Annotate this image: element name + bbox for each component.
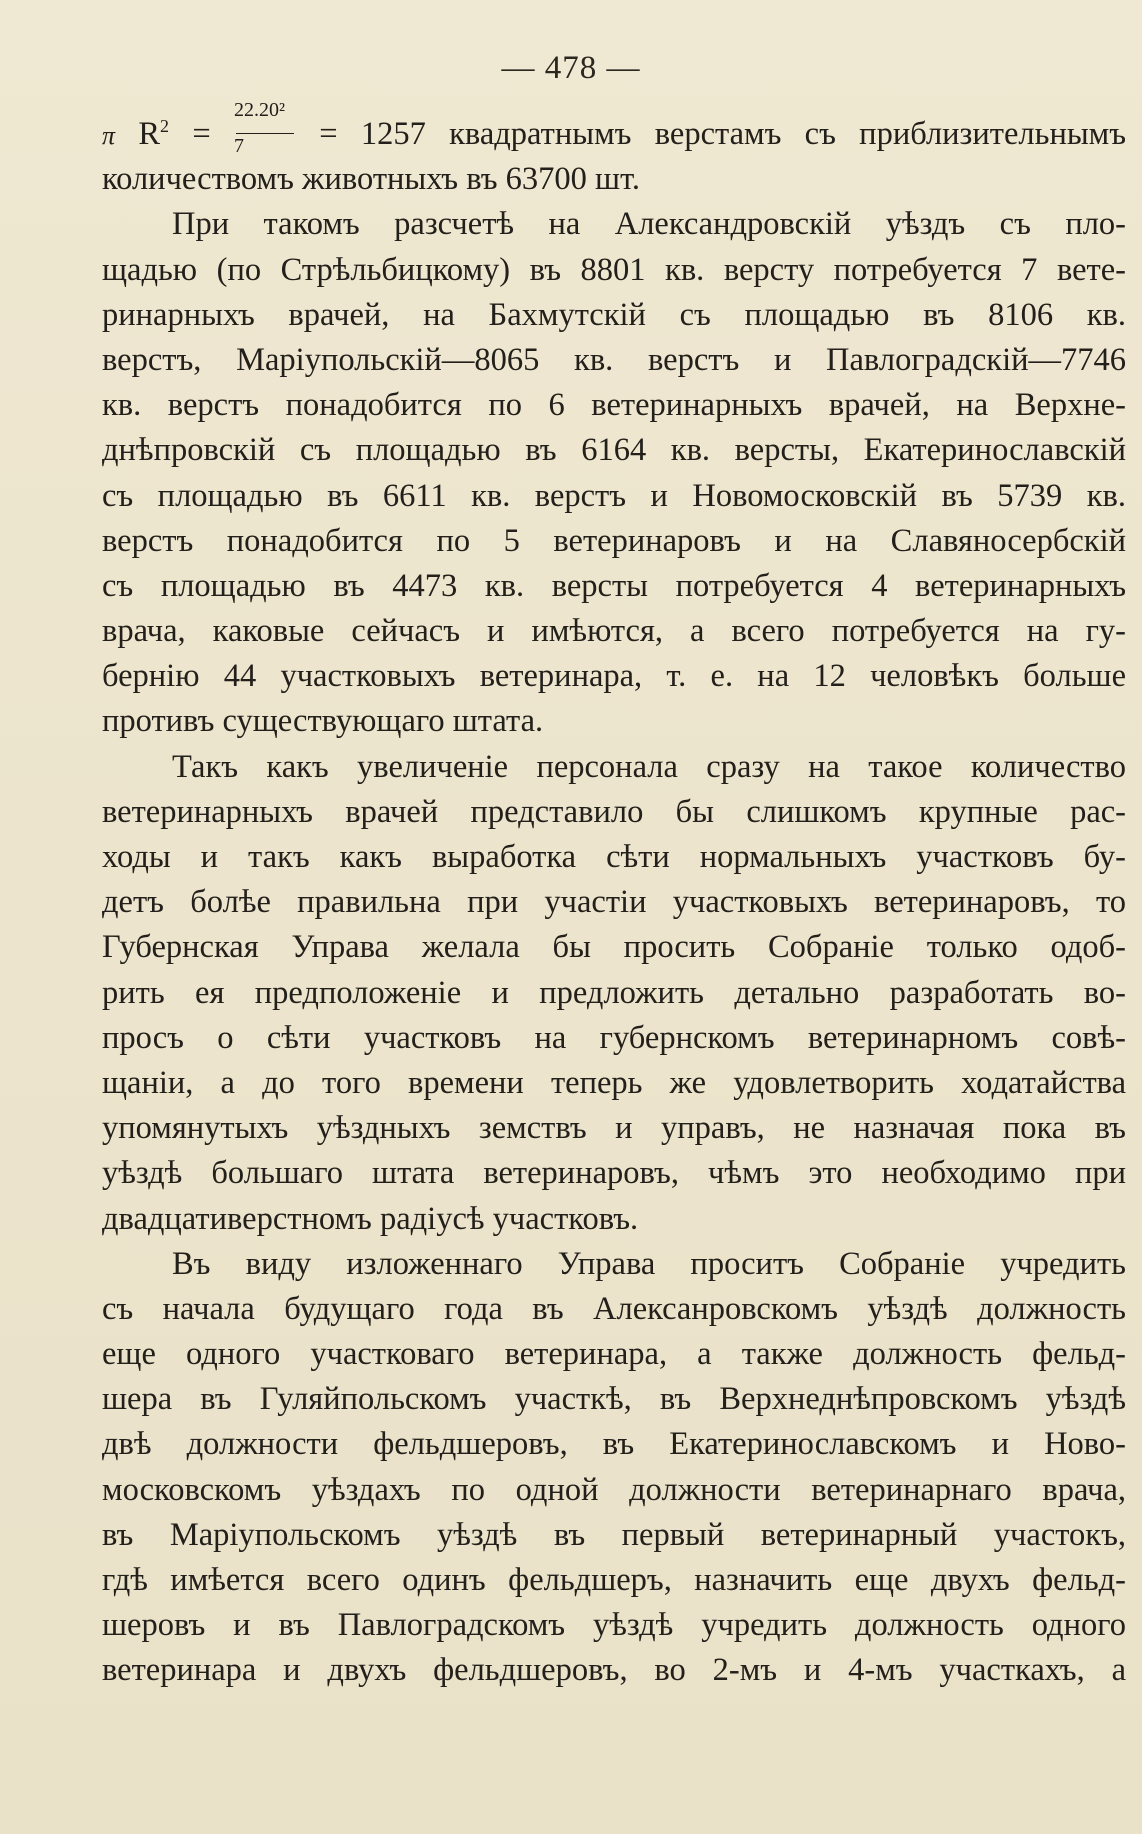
page-number: — 478 —: [501, 50, 641, 86]
text-line: верстъ, Маріупольскій—8065 кв. верстъ и Павлоградскій—7746: [102, 341, 1126, 378]
text-line: шеровъ и въ Павлоградскомъ уѣздѣ учредить должность одного: [102, 1607, 1126, 1644]
fraction-bar: [236, 133, 294, 135]
text-line: ходы и такъ какъ выработка сѣти нормальныхъ участковъ бу-: [102, 839, 1126, 875]
text-line: шера въ Гуляйпольскомъ участкѣ, въ Верхнеднѣпровскомъ уѣздѣ: [102, 1381, 1126, 1418]
text-line: просъ о сѣти участковъ на губернскомъ ветеринарномъ совѣ-: [102, 1019, 1126, 1056]
text-line: бернію 44 участковыхъ ветеринара, т. е. на 12 человѣкъ больше: [102, 658, 1126, 695]
formula-pi: π: [102, 121, 116, 150]
text-line: съ площадью въ 6611 кв. верстъ и Новомосковскій въ 5739 кв.: [102, 477, 1126, 514]
paragraph-end-line: противъ существующаго штата.: [102, 703, 544, 740]
text-line: еще одного участковаго ветеринара, а также должность фельд-: [102, 1336, 1126, 1373]
text-line: детъ болѣе правильна при участіи участковыхъ ветеринаровъ, то: [102, 884, 1126, 921]
text-line: днѣпровскій съ площадью въ 6164 кв. версты, Екатеринославскій: [102, 432, 1126, 469]
paragraph-start-line: Въ виду изложеннаго Управа проситъ Собраніе учредить: [172, 1245, 1126, 1282]
paragraph-start-line: При такомъ разсчетѣ на Александровскій уѣздъ съ пло-: [172, 206, 1126, 243]
text-line: въ Маріупольскомъ уѣздѣ въ первый ветеринарный участокъ,: [102, 1516, 1126, 1553]
text-line: врача, каковые сейчасъ и имѣются, а всего потребуется на гу-: [102, 613, 1126, 650]
text-line: съ площадью въ 4473 кв. версты потребуется 4 ветеринарныхъ: [102, 567, 1126, 604]
area-formula-line: [102, 98, 1127, 157]
text-line: Губернская Управа желала бы просить Собраніе только одоб-: [102, 929, 1126, 966]
formula-r: R: [138, 116, 161, 152]
formula-fraction: [233, 98, 296, 157]
text-line: щадью (по Стрѣльбицкому) въ 8801 кв. версту потребуется 7 вете-: [102, 251, 1126, 288]
formula-equals: =: [192, 116, 211, 152]
formula-rest: = 1257 квадратнымъ верстамъ съ приблизительнымъ: [319, 116, 1127, 152]
paragraph-end-line: двадцативерстномъ радіусѣ участковъ.: [102, 1200, 639, 1237]
text-line: упомянутыхъ уѣздныхъ земствъ и управъ, не назначая пока въ: [102, 1110, 1126, 1147]
text-line: ветеринарныхъ врачей представило бы слишкомъ крупные рас-: [102, 793, 1126, 830]
text-line: ринарныхъ врачей, на Бахмутскій съ площадью въ 8106 кв.: [102, 296, 1126, 333]
formula-numerator: 22.20²: [233, 98, 285, 121]
text-line: ветеринара и двухъ фельдшеровъ, во 2-мъ и 4-мъ участкахъ, а: [102, 1652, 1126, 1689]
text-line: гдѣ имѣется всего одинъ фельдшеръ, назначить еще двухъ фельд-: [102, 1562, 1126, 1598]
formula-square: 2: [160, 116, 170, 137]
text-line: двѣ должности фельдшеровъ, въ Екатеринославскомъ и Ново-: [102, 1426, 1126, 1463]
text-line: съ начала будущаго года въ Алексанровскомъ уѣздѣ должность: [102, 1290, 1126, 1327]
text-line: рить ея предположеніе и предложить детально разработать во-: [102, 974, 1126, 1011]
text-line: московскомъ уѣздахъ по одной должности ветеринарнаго врача,: [102, 1471, 1126, 1508]
text-line: верстъ понадобится по 5 ветеринаровъ и на Славяносербскій: [102, 522, 1126, 559]
text-line: уѣздѣ большаго штата ветеринаровъ, чѣмъ это необходимо при: [102, 1155, 1126, 1192]
body-text: [102, 98, 1127, 1694]
paragraph-start-line: Такъ какъ увеличеніе персонала сразу на такое количество: [172, 748, 1126, 785]
text-line: кв. верстъ понадобится по 6 ветеринарныхъ врачей, на Верхне-: [102, 387, 1126, 424]
text-line: щаніи, а до того времени теперь же удовлетворить ходатайства: [102, 1064, 1126, 1101]
text-line: количествомъ животныхъ въ 63700 шт.: [102, 161, 640, 198]
formula-denominator: 7: [233, 134, 244, 157]
